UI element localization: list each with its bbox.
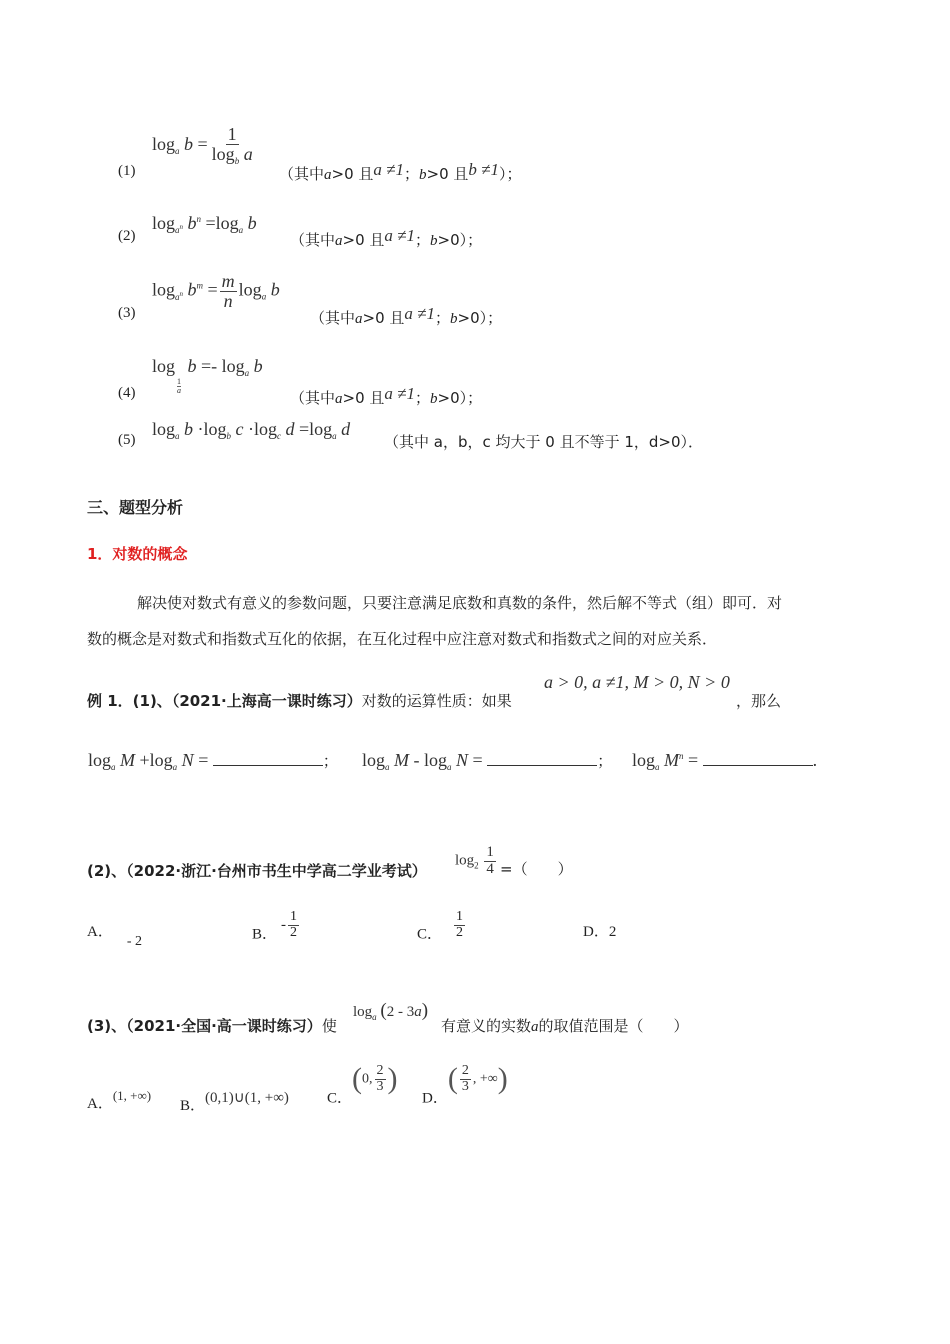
example-2-expression: $\log_2$ $\frac{1}{4}$	[455, 844, 494, 877]
example-2-option-c[interactable]: C． $\frac{1}{2}$	[417, 909, 464, 943]
formula-1-expression: $\log_a b$ = $\frac{1}{\log_b a}$	[152, 124, 253, 166]
formula-3-expression: $\log_{a^n} b^m$ = $\frac{m}{n}$ $\log_a b$	[152, 271, 280, 311]
formula-2-label: (2)	[118, 228, 136, 244]
formula-2-expression: $\log_{a^n} b^n =\log_a$ b	[152, 213, 257, 235]
example-2-option-d[interactable]: D．2	[583, 924, 617, 940]
formula-4-condition: （其中a>0 且a ≠1；b>0）；	[290, 384, 483, 407]
subsection-title: 1．对数的概念	[87, 545, 188, 563]
example-2-option-b[interactable]: B．- $\frac{1}{2}$	[252, 909, 298, 943]
formula-1-label: (1)	[118, 163, 136, 179]
formula-3-label: (3)	[118, 305, 136, 321]
formula-4-expression: log $\frac{1}{a}$ $b =- \log_a b$	[152, 356, 263, 395]
example-3-tail: 有意义的实数a的取值范围是（ ）	[441, 1017, 689, 1035]
example-2-tail: =（ ）	[500, 860, 573, 878]
example-2-header: (2)、（2022·浙江·台州市书生中学高二学业考试）	[87, 862, 427, 880]
example-1-header: 例 1．(1)、（2021·上海高一课时练习）对数的运算性质：如果	[87, 692, 512, 710]
formula-5-label: (5)	[118, 432, 136, 448]
formula-1-condition: （其中a>0 且a ≠1；b>0 且b ≠1）；	[279, 160, 522, 183]
example-1-blank-2: $\log_a M - \log_a N$ = ；	[362, 750, 613, 772]
example-3-header: (3)、（2021·全国·高一课时练习）使	[87, 1017, 337, 1035]
paragraph-line-2: 数的概念是对数式和指数式互化的依据，在互化过程中应注意对数式和指数式之间的对应关系．	[87, 630, 718, 648]
example-1-blank-1: $\log_a M +\log_a$ N = ；	[88, 750, 338, 772]
formula-2-condition: （其中a>0 且a ≠1；b>0）；	[290, 226, 483, 249]
example-3-option-c[interactable]: C．(0, $\frac{2}{3}$ )	[327, 1062, 398, 1107]
example-3-option-a[interactable]: A．(1, +∞)	[87, 1088, 152, 1112]
formula-5-condition: （其中 a，b，c 均大于 0 且不等于 1，d>0）．	[384, 433, 704, 451]
paragraph-line-1: 解决使对数式有意义的参数问题，只要注意满足底数和真数的条件，然后解不等式（组）即可．对	[137, 594, 783, 612]
section-title: 三、题型分析	[87, 498, 184, 517]
formula-3-condition: （其中a>0 且a ≠1；b>0）；	[310, 304, 503, 327]
example-2-option-a[interactable]: A．- 2	[87, 924, 143, 949]
example-1-tail: ，那么	[736, 692, 782, 710]
example-3-expression: $\log_a (2 - 3a)$	[353, 1000, 429, 1022]
formula-5-expression: $\log_a b \cdot\log_b$ $c \cdot\log_c$ $d =\log_a$ d	[152, 419, 351, 441]
example-3-option-d[interactable]: D．( $\frac{2}{3}$ , +∞)	[422, 1062, 508, 1107]
formula-4-label: (4)	[118, 385, 136, 401]
example-3-option-b[interactable]: B．(0,1)∪(1, +∞)	[180, 1090, 289, 1114]
example-1-condition: a > 0, a ≠1, M > 0, N > 0	[544, 672, 730, 692]
example-1-blank-3: $\log_a M^n$ = .	[632, 750, 818, 772]
